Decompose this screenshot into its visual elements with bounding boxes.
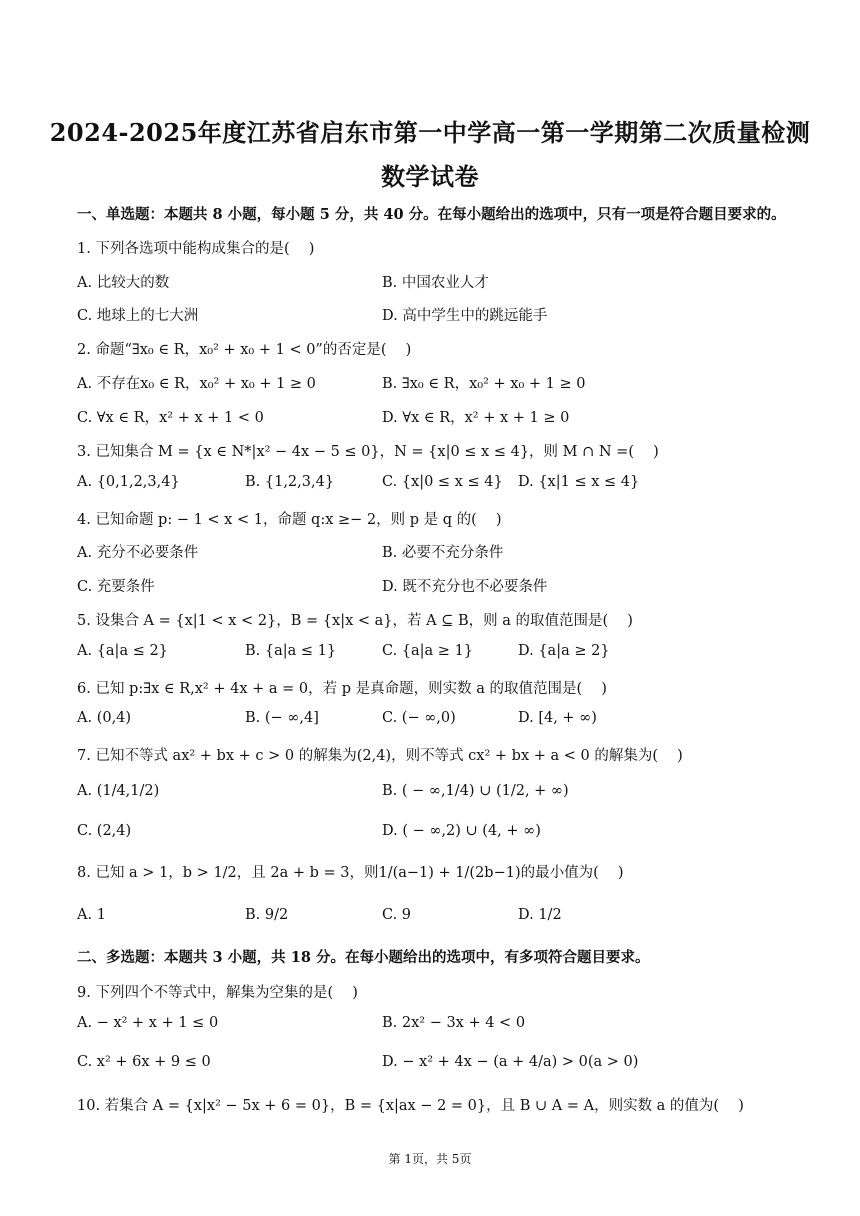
section-heading-multiple-choice: 二、多选题：本题共 3 小题，共 18 分。在每小题给出的选项中，有多项符合题目要求。	[77, 949, 650, 966]
question-7-option-d: D. ( − ∞,2) ∪ (4, + ∞)	[382, 823, 541, 839]
page-footer: 第 1页，共 5页	[388, 1152, 472, 1166]
question-8-option-b: B. 9/2	[245, 907, 289, 923]
question-4-stem: 4. 已知命题 p: − 1 < x < 1，命题 q:x ≥− 2，则 p 是 q 的( )	[77, 512, 502, 528]
question-8-option-d: D. 1/2	[518, 907, 562, 923]
question-1-option-b: B. 中国农业人才	[382, 275, 489, 291]
question-4-option-d: D. 既不充分也不必要条件	[382, 579, 548, 595]
question-9-option-c: C. x² + 6x + 9 ≤ 0	[77, 1054, 211, 1070]
question-8-stem: 8. 已知 a > 1，b > 1/2，且 2a + b = 3，则1/(a−1) + 1/(2b−1)的最小值为( )	[77, 865, 624, 881]
question-2-option-b: B. ∃x₀ ∈ R，x₀² + x₀ + 1 ≥ 0	[382, 376, 586, 392]
question-2-option-c: C. ∀x ∈ R，x² + x + 1 < 0	[77, 410, 264, 426]
question-5-option-c: C. {a|a ≥ 1}	[382, 643, 474, 659]
question-2-option-d: D. ∀x ∈ R，x² + x + 1 ≥ 0	[382, 410, 570, 426]
question-9-option-b: B. 2x² − 3x + 4 < 0	[382, 1015, 526, 1031]
question-8-option-c: C. 9	[382, 907, 412, 923]
question-3-option-b: B. {1,2,3,4}	[245, 474, 335, 490]
exam-title: 2024-2025年度江苏省启东市第一中学高一第一学期第二次质量检测	[49, 118, 811, 147]
question-3-option-d: D. {x|1 ≤ x ≤ 4}	[518, 474, 640, 490]
question-6-option-c: C. (− ∞,0)	[382, 710, 456, 726]
question-5-option-b: B. {a|a ≤ 1}	[245, 643, 337, 659]
question-3-option-c: C. {x|0 ≤ x ≤ 4}	[382, 474, 503, 490]
question-6-option-d: D. [4, + ∞)	[518, 710, 597, 726]
question-2-option-a: A. 不存在x₀ ∈ R，x₀² + x₀ + 1 ≥ 0	[77, 376, 316, 392]
question-10-stem: 10. 若集合 A = {x|x² − 5x + 6 = 0}，B = {x|ax − 2 = 0}，且 B ∪ A = A，则实数 a 的值为( )	[77, 1098, 744, 1114]
question-7-stem: 7. 已知不等式 ax² + bx + c > 0 的解集为(2,4)，则不等式 cx² + bx + a < 0 的解集为( )	[77, 748, 683, 764]
question-7-option-b: B. ( − ∞,1/4) ∪ (1/2, + ∞)	[382, 783, 569, 799]
question-5-option-d: D. {a|a ≥ 2}	[518, 643, 610, 659]
section-heading-single-choice: 一、单选题：本题共 8 小题，每小题 5 分，共 40 分。在每小题给出的选项中，只有一项是符合题目要求的。	[77, 206, 786, 223]
question-9-option-d: D. − x² + 4x − (a + 4/a) > 0(a > 0)	[382, 1054, 639, 1070]
question-1-option-c: C. 地球上的七大洲	[77, 308, 199, 324]
question-9-stem: 9. 下列四个不等式中，解集为空集的是( )	[77, 985, 358, 1001]
question-9-option-a: A. − x² + x + 1 ≤ 0	[77, 1015, 219, 1031]
question-7-option-a: A. (1/4,1/2)	[77, 783, 160, 799]
question-5-stem: 5. 设集合 A = {x|1 < x < 2}，B = {x|x < a}，若 A ⊆ B，则 a 的取值范围是( )	[77, 613, 633, 629]
question-3-option-a: A. {0,1,2,3,4}	[77, 474, 180, 490]
question-8-option-a: A. 1	[77, 907, 106, 923]
question-4-option-a: A. 充分不必要条件	[77, 545, 199, 561]
question-7-option-c: C. (2,4)	[77, 823, 132, 839]
question-1-option-d: D. 高中学生中的跳远能手	[382, 308, 548, 324]
question-1-stem: 1. 下列各选项中能构成集合的是( )	[77, 241, 315, 257]
exam-subtitle: 数学试卷	[381, 162, 479, 191]
question-6-option-a: A. (0,4)	[77, 710, 132, 726]
question-2-stem: 2. 命题“∃x₀ ∈ R，x₀² + x₀ + 1 < 0”的否定是( )	[77, 342, 412, 358]
question-4-option-b: B. 必要不充分条件	[382, 545, 504, 561]
question-3-stem: 3. 已知集合 M = {x ∈ N*|x² − 4x − 5 ≤ 0}，N = {x|0 ≤ x ≤ 4}，则 M ∩ N =( )	[77, 444, 659, 460]
question-1-option-a: A. 比较大的数	[77, 275, 170, 291]
question-6-option-b: B. (− ∞,4]	[245, 710, 319, 726]
question-4-option-c: C. 充要条件	[77, 579, 155, 595]
question-5-option-a: A. {a|a ≤ 2}	[77, 643, 168, 659]
question-6-stem: 6. 已知 p:∃x ∈ R,x² + 4x + a = 0，若 p 是真命题，则实数 a 的取值范围是( )	[77, 681, 607, 697]
